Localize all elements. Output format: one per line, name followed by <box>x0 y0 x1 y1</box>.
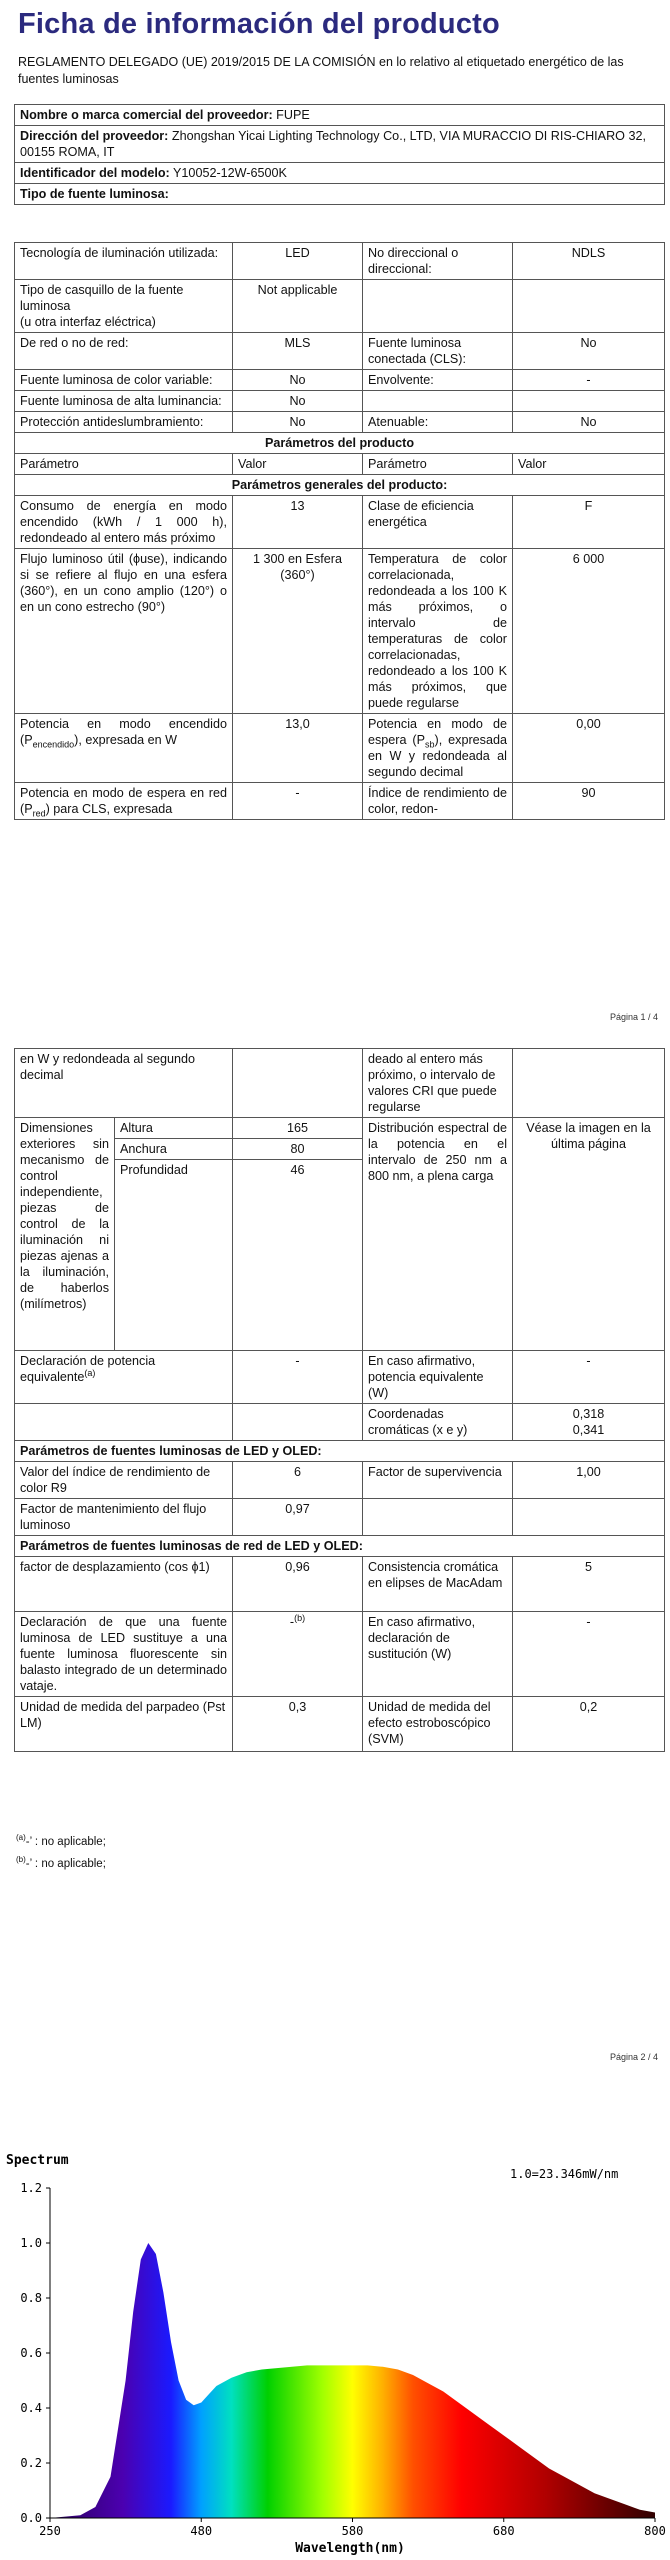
chroma-empty-value <box>233 1404 363 1441</box>
net-standby-cont-value <box>233 1049 363 1118</box>
supplier-address-row <box>15 126 665 163</box>
lt-label-2b <box>363 280 513 333</box>
energy-value: 13 <box>233 496 363 549</box>
cri-cont-value <box>513 1049 665 1118</box>
col-header-param-2: Parámetro <box>363 454 513 475</box>
lt-label-6b: Atenuable: <box>363 412 513 433</box>
y-tick-label: 0.6 <box>20 2346 42 2360</box>
mains-led-params-heading: Parámetros de fuentes luminosas de red de LED y OLED: <box>15 1536 665 1557</box>
depth-value: 46 <box>233 1160 363 1351</box>
power-on-label: Potencia en modo encendido $(P_{encendido})$, expresada en W <box>15 714 233 783</box>
energy-label: Consumo de energía en modo encendido (kWh / 1 000 h), redondeado al entero más próximo <box>15 496 233 549</box>
lt-label-3a: De red o no de red: <box>15 333 233 370</box>
spd-label: Distribución espectral de la potencia en el intervalo de 250 nm a 800 nm, a plena carga <box>363 1118 513 1351</box>
cap-type-label: Tipo de casquillo de la fuente luminosa <box>20 283 184 313</box>
net-standby-label: Potencia en modo de espera en red $(P_{red})$ para CLS, expresada <box>15 783 233 820</box>
cct-value: 6 000 <box>513 549 665 714</box>
class-label: Clase de eficiencia energética <box>363 496 513 549</box>
y-tick-label: 0.8 <box>20 2291 42 2305</box>
lt-value-4b: - <box>513 370 665 391</box>
y-tick-label: 0.2 <box>20 2456 42 2470</box>
x-tick-label: 680 <box>492 2524 515 2538</box>
model-row <box>15 163 665 184</box>
lt-label-2a <box>15 280 233 333</box>
equiv-yes-label: En caso afirmativo, potencia equivalente (W) <box>363 1351 513 1404</box>
macadam-label: Consistencia cromática en elipses de MacAdam <box>363 1557 513 1612</box>
lt-value-4a: No <box>233 370 363 391</box>
supplier-name-label: Nombre o marca comercial del proveedor: <box>20 108 273 122</box>
survival-value: 1,00 <box>513 1462 665 1499</box>
replace-yes-label: En caso afirmativo, declaración de sustitución (W) <box>363 1612 513 1697</box>
lt-value-3b: No <box>513 333 665 370</box>
regulation-text: REGLAMENTO DELEGADO (UE) 2019/2015 DE LA COMISIÓN en lo relativo al etiquetado energético de las fuentes luminosas <box>18 55 624 86</box>
maint-empty-2a <box>363 1499 513 1536</box>
class-value: F <box>513 496 665 549</box>
supplier-name-row <box>15 105 665 126</box>
dims-label: Dimensiones exteriores sin mecanismo de control independiente, piezas de control de la iluminación ni piezas ajenas a la iluminación, de haberlos (milímetros) <box>15 1118 115 1351</box>
led-params-heading: Parámetros de fuentes luminosas de LED y OLED: <box>15 1441 665 1462</box>
general-params-heading: Parámetros generales del producto: <box>15 475 665 496</box>
col-header-param-1: Parámetro <box>15 454 233 475</box>
cct-label: Temperatura de color correlacionada, redondeada a los 100 K más próximos, o intervalo de temperaturas de color correlacionadas, redondeado a los 100 K más próximos, que puede regularse <box>363 549 513 714</box>
cri-value: 90 <box>513 783 665 820</box>
lt-label-3b: Fuente luminosa conectada (CLS): <box>363 333 513 370</box>
chroma-y: 0,341 <box>572 1423 605 1437</box>
light-type-heading: Tipo de fuente luminosa: <box>15 184 665 205</box>
model-value: Y10052-12W-6500K <box>173 166 287 180</box>
flux-label: Flujo luminoso útil (ϕuse), indicando si se refiere al flujo en una esfera (360°), en un cono amplio (120°) o en un cono estrecho (90°) <box>15 549 233 714</box>
params-table-p2 <box>14 1048 665 1752</box>
page-number-1: Página 1 / 4 <box>609 1012 658 1022</box>
col-header-value-2: Valor <box>513 454 665 475</box>
standby-value: 0,00 <box>513 714 665 783</box>
supplier-address-value: Zhongshan Yicai Lighting Technology Co., LTD, VIA MURACCIO DI RIS-CHIARO 32, 00155 ROMA, IT <box>20 129 646 159</box>
flux-value: 1 300 en Esfera (360°) <box>233 549 363 714</box>
y-tick-label: 0.0 <box>20 2511 42 2525</box>
supplier-table <box>14 104 665 205</box>
power-on-value: 13,0 <box>233 714 363 783</box>
net-standby-value: - <box>233 783 363 820</box>
y-tick-label: 1.2 <box>20 2181 42 2195</box>
page-number-2: Página 2 / 4 <box>609 2052 658 2062</box>
chroma-x: 0,318 <box>572 1407 605 1421</box>
lt-label-4b: Envolvente: <box>363 370 513 391</box>
x-axis-label: Wavelength(nm) <box>295 2541 405 2556</box>
depth-label: Profundidad <box>115 1160 233 1351</box>
lt-label-1a: Tecnología de iluminación utilizada: <box>15 243 233 280</box>
replace-yes-value: - <box>513 1612 665 1697</box>
supplier-address-label: Dirección del proveedor: <box>20 129 169 143</box>
lt-value-1b: NDLS <box>513 243 665 280</box>
replace-label: Declaración de que una fuente luminosa de LED sustituye a una fuente luminosa fluorescente sin balasto integrado de un determinado vataje. <box>15 1612 233 1697</box>
spectrum-chart <box>0 2140 670 2560</box>
net-standby-label-cont: en W y redondeada al segundo decimal <box>15 1049 233 1118</box>
macadam-value: 5 <box>513 1557 665 1612</box>
page-1 <box>0 0 670 1040</box>
page-3 <box>0 2140 670 2560</box>
disp-value: 0,96 <box>233 1557 363 1612</box>
lt-value-3a: MLS <box>233 333 363 370</box>
chart-annotation: 1.0=23.346mW/nm <box>510 2167 619 2181</box>
r9-value: 6 <box>233 1462 363 1499</box>
lt-label-4a: Fuente luminosa de color variable: <box>15 370 233 391</box>
flicker-label: Unidad de medida del parpadeo (Pst LM) <box>15 1697 233 1752</box>
lt-label-5b <box>363 391 513 412</box>
lt-value-6a: No <box>233 412 363 433</box>
x-tick-label: 580 <box>341 2524 364 2538</box>
flicker-value: 0,3 <box>233 1697 363 1752</box>
r9-label: Valor del índice de rendimiento de color R9 <box>15 1462 233 1499</box>
disp-label: factor de desplazamiento (cos ϕ1) <box>15 1557 233 1612</box>
survival-label: Factor de supervivencia <box>363 1462 513 1499</box>
x-tick-label: 250 <box>39 2524 61 2538</box>
width-label: Anchura <box>115 1139 233 1160</box>
height-value: 165 <box>233 1118 363 1139</box>
lt-value-5b <box>513 391 665 412</box>
equiv-label: Declaración de potencia equivalente$^{(a)}$ <box>15 1351 233 1404</box>
cri-label-cont: deado al entero más próximo, o intervalo de valores CRI que puede regularse <box>363 1049 513 1118</box>
chart-title: Spectrum <box>6 2153 69 2168</box>
lt-value-2a: Not applicable <box>233 280 363 333</box>
chroma-label: Coordenadas cromáticas (x e y) <box>363 1404 513 1441</box>
lt-label-5a: Fuente luminosa de alta luminancia: <box>15 391 233 412</box>
x-tick-label: 800 <box>644 2524 666 2538</box>
model-label: Identificador del modelo: <box>20 166 170 180</box>
lt-value-2b <box>513 280 665 333</box>
lt-label-1b: No direccional o direccional: <box>363 243 513 280</box>
spd-value: Véase la imagen en la última página <box>513 1118 665 1351</box>
spectrum-area <box>50 2243 655 2518</box>
lt-label-6a: Protección antideslumbramiento: <box>15 412 233 433</box>
strobo-label: Unidad de medida del efecto estroboscópico (SVM) <box>363 1697 513 1752</box>
lt-value-5a: No <box>233 391 363 412</box>
y-tick-label: 0.4 <box>20 2401 42 2415</box>
footnote-a: $^{(a)}$-’ : no aplicable; <box>16 1833 106 1848</box>
standby-label: Potencia en modo de espera $(P_{sb})$, expresada en W y redondeada al segundo decimal <box>363 714 513 783</box>
maint-empty-2b <box>513 1499 665 1536</box>
width-value: 80 <box>233 1139 363 1160</box>
x-tick-label: 480 <box>190 2524 213 2538</box>
replace-value: -$^{(b)}$ <box>233 1612 363 1697</box>
maint-value: 0,97 <box>233 1499 363 1536</box>
plot-area <box>20 2181 666 2538</box>
maint-label: Factor de mantenimiento del flujo luminoso <box>15 1499 233 1536</box>
params-table-p1 <box>14 242 665 820</box>
page-title: Ficha de información del producto <box>18 8 500 40</box>
footnote-b: $^{(b)}$-’ : no aplicable; <box>16 1855 106 1870</box>
page-2 <box>0 1040 670 2140</box>
equiv-value: - <box>233 1351 363 1404</box>
equiv-yes-value: - <box>513 1351 665 1404</box>
chroma-empty-label <box>15 1404 233 1441</box>
lt-value-6b: No <box>513 412 665 433</box>
col-header-value-1: Valor <box>233 454 363 475</box>
supplier-name-value: FUPE <box>276 108 310 122</box>
height-label: Altura <box>115 1118 233 1139</box>
y-tick-label: 1.0 <box>20 2236 42 2250</box>
product-params-heading: Parámetros del producto <box>15 433 665 454</box>
lt-value-1a: LED <box>233 243 363 280</box>
cri-label: Índice de rendimiento de color, redon- <box>363 783 513 820</box>
chroma-values <box>513 1404 665 1441</box>
strobo-value: 0,2 <box>513 1697 665 1752</box>
cap-type-label-note: (u otra interfaz eléctrica) <box>20 315 156 329</box>
